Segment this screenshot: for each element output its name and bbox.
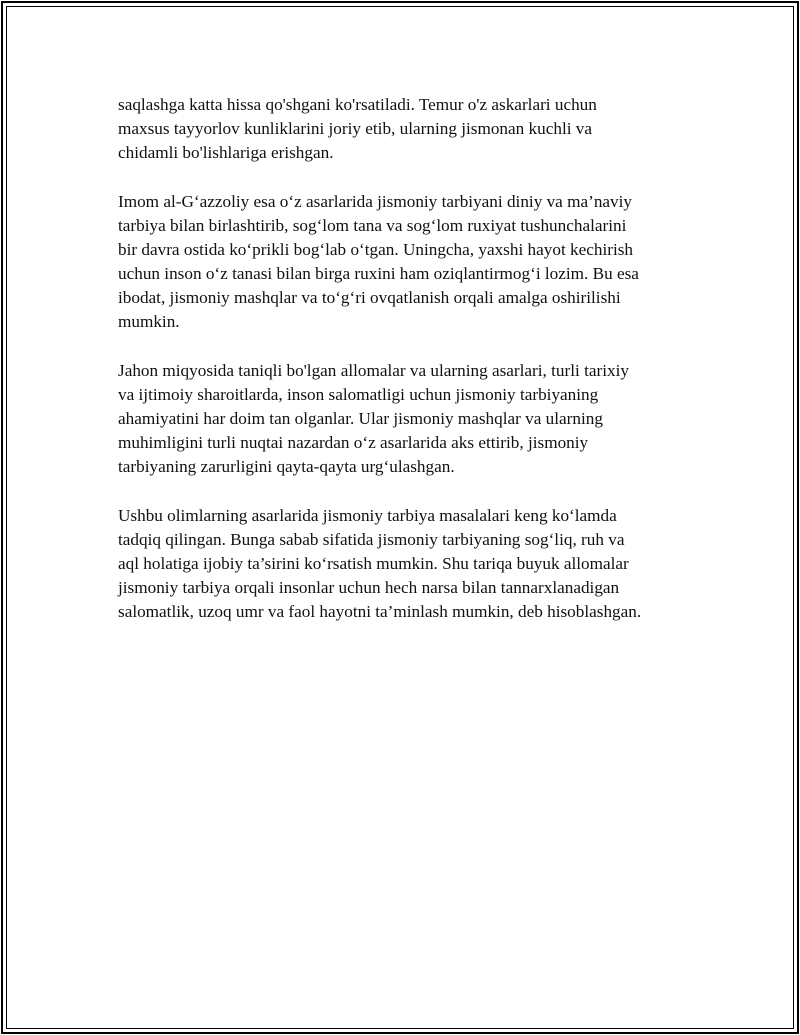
- text-line: ahamiyatini har doim tan olganlar. Ular jismoniy mashqlar va ularning: [118, 409, 603, 428]
- text-line: bir davra ostida ko‘prikli bog‘lab o‘tgan. Uningcha, yaxshi hayot kechirish: [118, 240, 634, 259]
- text-line: va ijtimoiy sharoitlarda, inson salomatligi uchun jismoniy tarbiyaning: [118, 385, 599, 404]
- text-line: Ushbu olimlarning asarlarida jismoniy tarbiya masalalari keng ko‘lamda: [118, 506, 617, 525]
- text-line: ibodat, jismoniy mashqlar va to‘g‘ri ovqatlanish orqali amalga oshirilishi: [118, 288, 621, 307]
- text-line: uchun inson o‘z tanasi bilan birga ruxini ham oziqlantirmog‘i lozim. Bu esa: [118, 264, 639, 283]
- document-body: [118, 93, 698, 649]
- text-line: mumkin.: [118, 312, 180, 331]
- text-line: salomatlik, uzoq umr va faol hayotni ta’minlash mumkin, deb hisoblashgan.: [118, 602, 642, 621]
- paragraph-2: [118, 190, 698, 334]
- paragraph-1: [118, 93, 698, 165]
- text-line: tarbiya bilan birlashtirib, sog‘lom tana va sog‘lom ruxiyat tushunchalarini: [118, 216, 627, 235]
- text-line: tadqiq qilingan. Bunga sabab sifatida jismoniy tarbiyaning sog‘liq, ruh va: [118, 530, 625, 549]
- paragraph-4: [118, 504, 698, 624]
- text-line: chidamli bo'lishlariga erishgan.: [118, 143, 334, 162]
- text-line: tarbiyaning zarurligini qayta-qayta urg‘ulashgan.: [118, 457, 455, 476]
- paragraph-3: [118, 359, 698, 479]
- text-line: Imom al-G‘azzoliy esa o‘z asarlarida jismoniy tarbiyani diniy va ma’naviy: [118, 192, 633, 211]
- text-line: Jahon miqyosida taniqli bo'lgan allomalar va ularning asarlari, turli tarixiy: [118, 361, 629, 380]
- text-line: aql holatiga ijobiy ta’sirini ko‘rsatish mumkin. Shu tariqa buyuk allomalar: [118, 554, 629, 573]
- text-line: maxsus tayyorlov kunliklarini joriy etib, ularning jismonan kuchli va: [118, 119, 593, 138]
- text-line: saqlashga katta hissa qo'shgani ko'rsatiladi. Temur o'z askarlari uchun: [118, 95, 597, 114]
- text-line: muhimligini turli nuqtai nazardan o‘z asarlarida aks ettirib, jismoniy: [118, 433, 589, 452]
- text-line: jismoniy tarbiya orqali insonlar uchun hech narsa bilan tannarxlanadigan: [118, 578, 620, 597]
